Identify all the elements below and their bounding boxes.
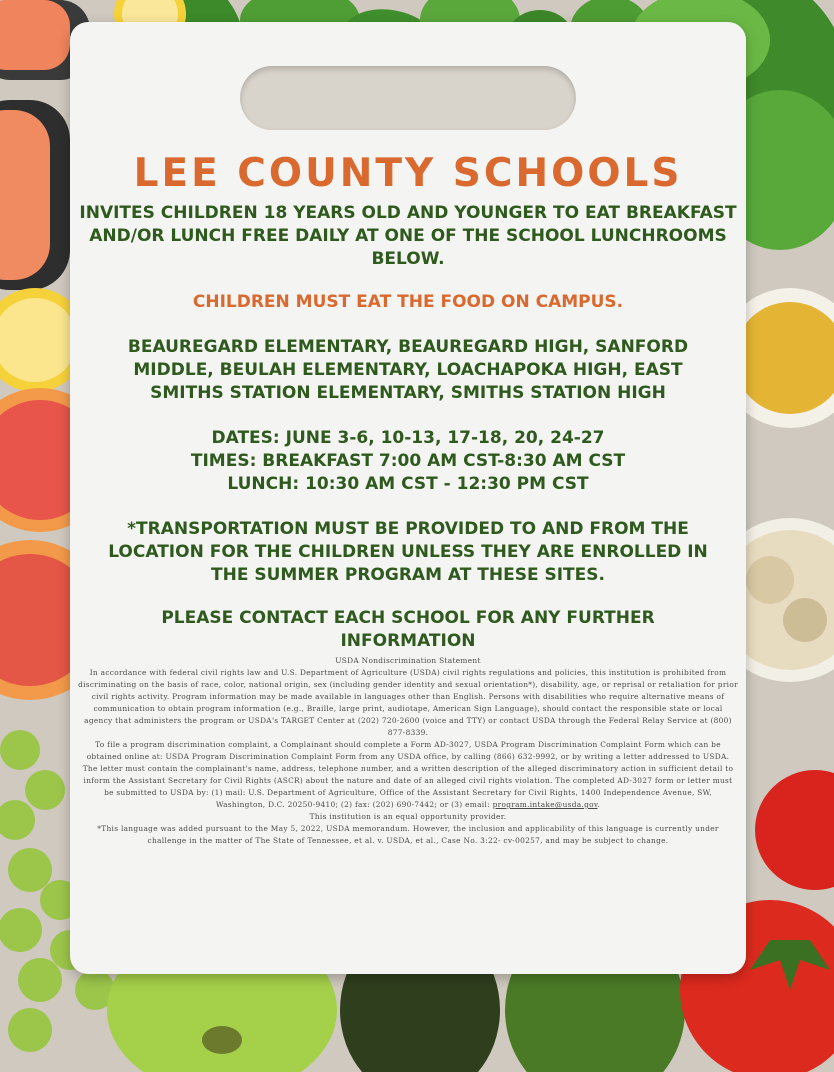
statement-paragraph-2-text: To file a program discrimination complaint, a Complainant should complete a Form AD-3027, USDA Program Discrimination Complaint Form which can be obtained online at: USDA Program Discrimination Complaint Form from any USDA office, by calling (866) 632-9992, or by writing a letter addressed to USDA. The letter must contain the complainant's name, address, telephone number, and a written description of the alleged discriminatory action in sufficient detail to inform the Assistant Secretary for Civil Rights (ASCR) about the nature and date of an alleged civil rights violation. The completed AD-3027 form or letter must be submitted to USDA by: (1) mail: U.S. Department of Agriculture, Office of the Assistant Secretary for Civil Rights, 1400 Independence Avenue, SW, Washington, D.C. 20250-9410; (2) fax: (202) 690-7442; or (3) email: xyxy=(82,740,734,809)
breakfast-times-text: TIMES: BREAKFAST 7:00 AM CST-8:30 AM CST xyxy=(190,451,626,471)
flyer-content xyxy=(70,150,746,847)
invite-text: INVITES CHILDREN 18 YEARS OLD AND YOUNGER TO EAT BREAKFAST AND/OR LUNCH FREE DAILY AT ONE OF THE SCHOOL LUNCHROOMS BELOW. xyxy=(79,203,737,269)
nondiscrimination-statement xyxy=(70,655,746,847)
statement-paragraph-2-end: . xyxy=(597,800,601,809)
cutting-board-handle xyxy=(240,66,576,130)
statement-paragraph-1: In accordance with federal civil rights law and U.S. Department of Agriculture (USDA) civil rights regulations and policies, this institution is prohibited from discriminating on the basis of race, color, national origin, sex (including gender identity and sexual orientation*), disability, age, or reprisal or retaliation for prior civil rights activity. Program information may be made available in languages other than English. Persons with disabilities who require alternative means of communication to obtain program information (e.g., Braille, large print, audiotape, American Sign Language), should contact the responsible state or local agency that administers the program or USDA's TARGET Center at (202) 720-2600 (voice and TTY) or contact USDA through the Federal Relay Service at (800) 877-8339. xyxy=(78,668,738,737)
schedule-block xyxy=(70,427,746,496)
transportation-notice: *TRANSPORTATION MUST BE PROVIDED TO AND FROM THE LOCATION FOR THE CHILDREN UNLESS THEY ARE ENROLLED IN THE SUMMER PROGRAM AT THESE SITES. xyxy=(108,519,708,585)
footnote-text: *This language was added pursuant to the May 5, 2022, USDA memorandum. However, the inclusion and applicability of this language is currently under challenge in the matter of The State of Tennessee, et al. v. USDA, et al., Case No. 3:22- cv-00257, and may be subject to change. xyxy=(97,824,719,845)
page-title: LEE COUNTY SCHOOLS xyxy=(133,151,683,196)
statement-heading: USDA Nondiscrimination Statement xyxy=(335,656,481,665)
equal-opportunity-text: This institution is an equal opportunity provider. xyxy=(309,812,507,821)
dates-text: DATES: JUNE 3-6, 10-13, 17-18, 20, 24-27 xyxy=(211,428,605,448)
school-list: BEAUREGARD ELEMENTARY, BEAUREGARD HIGH, SANFORD MIDDLE, BEULAH ELEMENTARY, LOACHAPOKA HIGH, EAST SMITHS STATION ELEMENTARY, SMITHS STATION HIGH xyxy=(127,337,689,403)
contact-notice: PLEASE CONTACT EACH SCHOOL FOR ANY FURTHER INFORMATION xyxy=(161,608,655,651)
campus-notice: CHILDREN MUST EAT THE FOOD ON CAMPUS. xyxy=(192,292,624,312)
lunch-times-text: LUNCH: 10:30 AM CST - 12:30 PM CST xyxy=(227,474,589,494)
email-link[interactable]: program.intake@usda.gov xyxy=(492,800,598,809)
statement-paragraph-2 xyxy=(78,739,738,811)
